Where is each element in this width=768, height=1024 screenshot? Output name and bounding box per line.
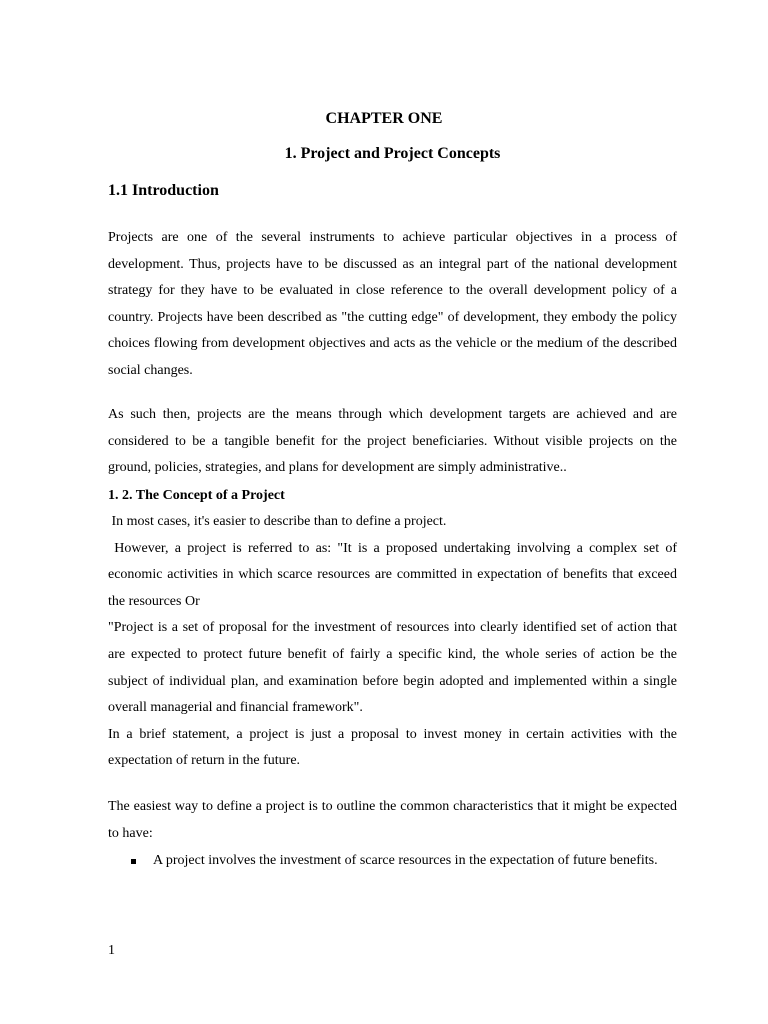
- subsection-heading-concept: 1. 2. The Concept of a Project: [108, 488, 285, 503]
- chapter-title: CHAPTER ONE: [325, 110, 443, 127]
- chapter-subtitle: 1. Project and Project Concepts: [284, 145, 501, 162]
- concept-definition-block: [108, 509, 681, 775]
- concept-definition-quote-2: "Project is a set of proposal for the investment of resources into clearly identified set of action that are expected to protect future benefit of fairly a specific kind, the whole series of action be the subject of individual plan, and examination before begin adopted and implemented within a single overall managerial and financial framework".: [108, 620, 677, 716]
- list-item: [108, 848, 677, 875]
- paragraph-characteristics: The easiest way to define a project is to outline the common characteristics that it might be expected to have:: [108, 799, 677, 841]
- list-item-text: A project involves the investment of scarce resources in the expectation of future benefits.: [153, 853, 658, 868]
- paragraph-development-targets: As such then, projects are the means through which development targets are achieved and are considered to be a tangible benefit for the project beneficiaries. Without visible projects on the ground, policies, strategies, and plans for development are simply administrative..: [108, 407, 677, 476]
- concept-brief-statement: In a brief statement, a project is just a proposal to invest money in certain activities with the expectation of return in the future.: [108, 726, 677, 769]
- characteristics-list: [108, 848, 677, 875]
- page-number: 1: [108, 943, 115, 958]
- square-bullet-icon: [131, 859, 136, 864]
- concept-intro-line: In most cases, it's easier to describe than to define a project.: [108, 514, 447, 529]
- paragraph-introduction: Projects are one of the several instruments to achieve particular objectives in a process of development. Thus, projects have to be discussed as an integral part of the national development strategy for they have to be evaluated in close reference to the overall development policy of a country. Projects have been described as "the cutting edge" of development, they embody the policy choices flowing from development objectives and acts as the vehicle or the medium of the described social changes.: [108, 230, 677, 378]
- concept-definition-quote-1: However, a project is referred to as: "It is a proposed undertaking involving a complex set of economic activities in which scarce resources are committed in expectation of benefits that exceed the resources Or: [108, 540, 681, 609]
- section-heading-introduction: 1.1 Introduction: [108, 182, 219, 199]
